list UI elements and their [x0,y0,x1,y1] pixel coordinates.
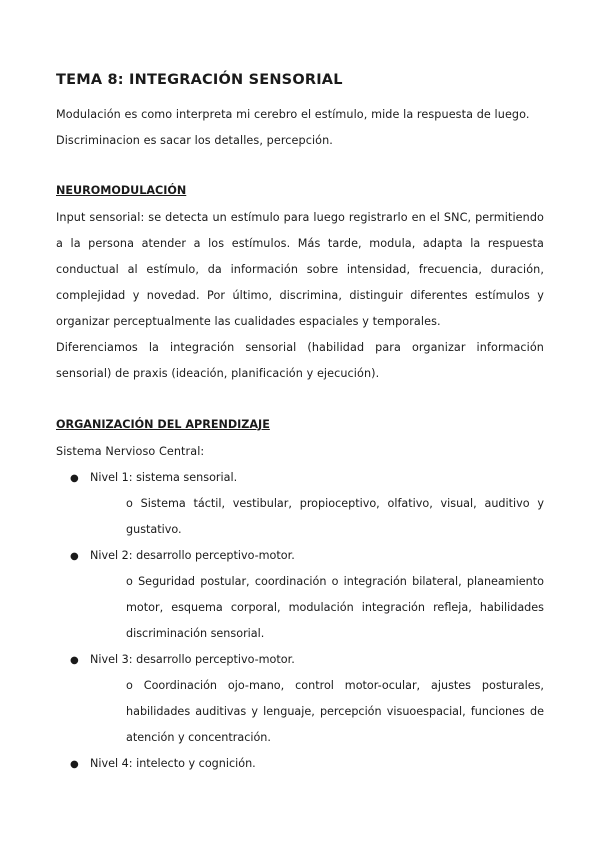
level-label: Nivel 4: intelecto y cognición. [90,757,256,770]
level-detail-text: Sistema táctil, vestibular, propioceptivo, olfativo, visual, auditivo y gustativo. [126,497,544,536]
level-label: Nivel 3: desarrollo perceptivo-motor. [90,653,295,666]
document-title: TEMA 8: INTEGRACIÓN SENSORIAL [56,72,343,88]
level-2-detail [126,569,544,647]
bullet-icon: ● [70,473,79,484]
sub-bullet-icon: o [126,575,133,588]
sub-bullet-icon: o [126,497,133,510]
section-heading-neuromodulacion: NEUROMODULACIÓN [56,184,187,197]
list-item-level-4 [70,751,544,778]
bullet-icon: ● [70,551,79,562]
section1-paragraph-1: Input sensorial: se detecta un estímulo para luego registrarlo en el SNC, permitiendo a la persona atender a los estímulos. Más tarde, modula, adapta la respuesta conductual al estímulo, da información sobre intensidad, frecuencia, duración, complejidad y novedad. Por último, discrimina, distinguir diferentes estímulos y organizar perceptualmente las cualidades espaciales y temporales. [56,211,544,328]
section-heading-organizacion: ORGANIZACIÓN DEL APRENDIZAJE [56,418,270,431]
level-detail-text: Coordinación ojo-mano, control motor-ocular, ajustes posturales, habilidades auditivas y lenguaje, percepción visuoespacial, funciones de atención y concentración. [126,679,544,744]
level-1-detail [126,491,544,543]
section1-paragraph-2: Diferenciamos la integración sensorial (habilidad para organizar información sensorial) de praxis (ideación, planificación y ejecución). [56,341,544,380]
bullet-icon: ● [70,655,79,666]
list-item-level-2 [70,543,544,570]
list-item-level-3 [70,647,544,674]
intro-line-1: Modulación es como interpreta mi cerebro el estímulo, mide la respuesta de luego. [56,108,530,121]
list-item-level-1 [70,465,544,492]
level-3-detail [126,673,544,751]
section2-intro: Sistema Nervioso Central: [56,445,205,458]
sub-bullet-icon: o [126,679,133,692]
level-label: Nivel 1: sistema sensorial. [90,471,238,484]
level-label: Nivel 2: desarrollo perceptivo-motor. [90,549,295,562]
bullet-icon: ● [70,759,79,770]
level-detail-text: Seguridad postular, coordinación o integración bilateral, planeamiento motor, esquema corporal, modulación integración refleja, habilidades discriminación sensorial. [126,575,544,640]
intro-line-2: Discriminacion es sacar los detalles, percepción. [56,134,333,147]
